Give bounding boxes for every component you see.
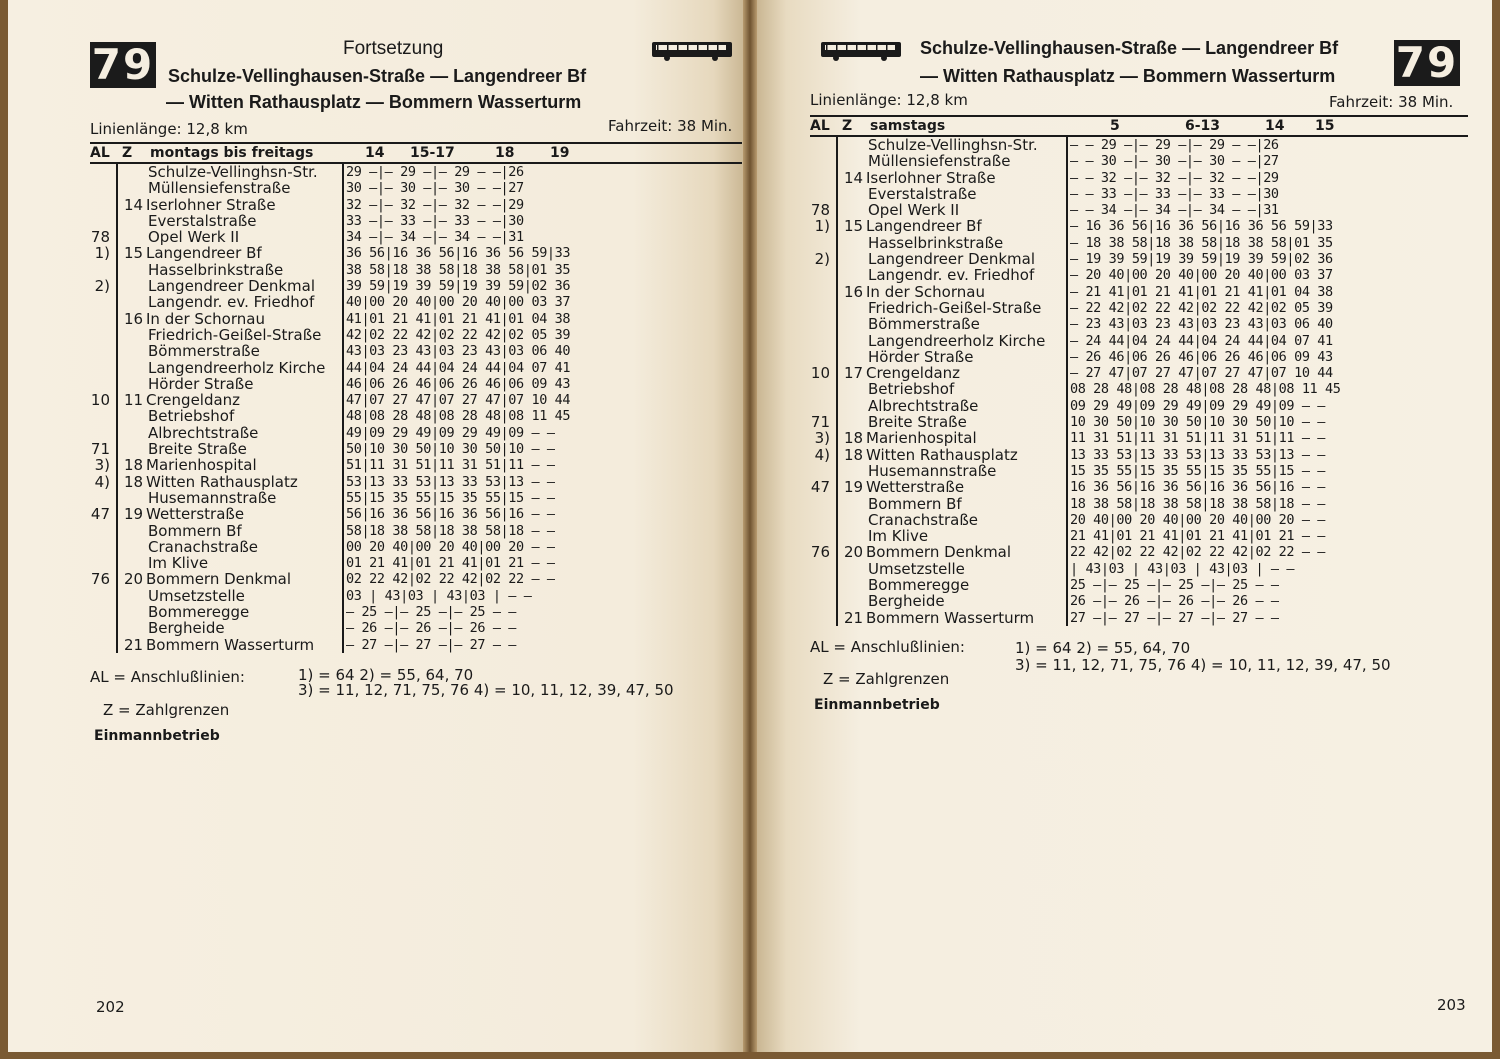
row-zone: 11 — [124, 391, 144, 410]
timetable-row — [90, 360, 742, 376]
row-stop-name: Hörder Straße — [148, 374, 254, 393]
row-stop-name: Everstalstraße — [148, 211, 257, 230]
row-times: 13 33 53|13 33 53|13 33 53|13 — — — [1070, 446, 1326, 463]
footnote-al: AL = Anschlußlinien: — [90, 668, 245, 686]
header-col-2: 15-17 — [410, 145, 455, 161]
row-times: 40|00 20 40|00 20 40|00 03 37 — [346, 294, 571, 311]
row-stop-name: Hörder Straße — [868, 347, 974, 366]
row-times: — — 29 —|— 29 —|— 29 — —|26 — [1070, 137, 1279, 153]
row-stop-name: Wetterstraße — [866, 478, 965, 497]
row-times: 11 31 51|11 31 51|11 31 51|11 — — — [1070, 430, 1326, 447]
footnote-z: Z = Zahlgrenzen — [823, 670, 950, 688]
row-stop-name: Bömmerstraße — [148, 342, 260, 361]
route-badge: 79 — [1395, 38, 1459, 87]
book-spread — [8, 0, 1492, 1059]
header-col-3: 18 — [495, 145, 515, 161]
row-times: 15 35 55|15 35 55|15 35 55|15 — — — [1070, 462, 1326, 479]
timetable-row — [90, 408, 742, 424]
row-stop-name: Langendreer Denkmal — [148, 277, 316, 296]
footnote-line1: 1) = 64 2) = 55, 64, 70 — [298, 666, 474, 684]
row-times: 08 28 48|08 28 48|08 28 48|08 11 45 — [1070, 381, 1341, 398]
row-al: 47 — [90, 505, 110, 524]
row-stop-name: Opel Werk II — [148, 228, 240, 247]
footnote-al: AL = Anschlußlinien: — [810, 638, 965, 656]
row-stop-name: Umsetzstelle — [148, 586, 245, 605]
row-al: 3) — [94, 456, 110, 475]
row-zone: 15 — [124, 244, 144, 263]
row-times: 44|04 24 44|04 24 44|04 07 41 — [346, 359, 571, 376]
row-stop-name: Cranachstraße — [868, 510, 979, 529]
footnote-line1: 1) = 64 2) = 55, 64, 70 — [1015, 639, 1191, 657]
row-zone: 18 — [124, 472, 144, 491]
timetable-row — [90, 604, 742, 620]
timetable-row — [90, 343, 742, 359]
row-stop-name: Husemannstraße — [868, 461, 997, 480]
row-stop-name: Im Klive — [148, 554, 209, 573]
row-stop-name: Albrechtstraße — [868, 396, 979, 415]
timetable-row — [90, 392, 742, 408]
row-stop-name: Langendreer Bf — [146, 244, 262, 263]
row-times: — — 33 —|— 33 —|— 33 — —|30 — [1070, 185, 1279, 202]
row-times: 21 41|01 21 41|01 21 41|01 21 — — — [1070, 528, 1326, 545]
row-times: 50|10 30 50|10 30 50|10 — — — [346, 441, 555, 458]
row-stop-name: Betriebshof — [868, 380, 955, 399]
route-title-line2: — Witten Rathausplatz — Bommern Wasserturm — [166, 92, 582, 112]
row-stop-name: Witten Rathausplatz — [146, 472, 298, 491]
row-times: 38 58|18 38 58|18 38 58|01 35 — [346, 261, 571, 278]
row-stop-name: Albrechtstraße — [148, 423, 259, 442]
row-al: 76 — [810, 543, 830, 562]
page-left — [8, 0, 743, 1052]
row-times: 30 —|— 30 —|— 30 — —|27 — [346, 180, 524, 197]
row-times: 43|03 23 43|03 23 43|03 06 40 — [346, 343, 571, 360]
timetable-row — [810, 414, 1468, 430]
timetable-header — [90, 144, 742, 164]
row-zone: 14 — [124, 195, 144, 214]
timetable-row — [90, 588, 742, 604]
row-stop-name: Friedrich-Geißel-Straße — [868, 298, 1042, 317]
timetable-row — [90, 457, 742, 473]
row-times: 36 56|16 36 56|16 36 56 59|33 — [346, 245, 571, 262]
timetable-rows — [810, 137, 1468, 626]
footnote-line2: 3) = 11, 12, 71, 75, 76 4) = 10, 11, 12, 39, 47, 50 — [298, 681, 674, 699]
row-times: 51|11 31 51|11 31 51|11 — — — [346, 457, 555, 474]
footnote-einmann: Einmannbetrieb — [814, 697, 940, 713]
timetable-header — [810, 117, 1468, 137]
row-times: — 26 —|— 26 —|— 26 — — — [346, 620, 517, 637]
row-times: 53|13 33 53|13 33 53|13 — — — [346, 473, 555, 490]
row-stop-name: Crengeldanz — [866, 364, 961, 383]
row-times: — 21 41|01 21 41|01 21 41|01 04 38 — [1070, 283, 1333, 300]
timetable-row — [90, 571, 742, 587]
row-al: 1) — [814, 217, 830, 236]
row-stop-name: Husemannstraße — [148, 488, 277, 507]
timetable-row — [90, 441, 742, 457]
timetable-row — [810, 430, 1468, 446]
row-zone: 19 — [844, 478, 864, 497]
row-zone: 21 — [124, 635, 144, 654]
timetable-saturday — [810, 115, 1468, 626]
row-stop-name: Langendreer Bf — [866, 217, 982, 236]
timetable-row — [810, 300, 1468, 316]
row-zone: 15 — [844, 217, 864, 236]
row-stop-name: Iserlohner Straße — [146, 195, 276, 214]
row-stop-name: Langendreerholz Kirche — [148, 358, 326, 377]
timetable-row — [90, 180, 742, 196]
row-al: 71 — [90, 440, 110, 459]
row-times: 27 —|— 27 —|— 27 —|— 27 — — — [1070, 609, 1279, 626]
timetable-rows — [90, 164, 742, 653]
row-zone: 16 — [124, 309, 144, 328]
row-stop-name: Bommern Wasserturm — [146, 635, 315, 654]
row-times: 48|08 28 48|08 28 48|08 11 45 — [346, 408, 571, 425]
book-gutter — [743, 0, 757, 1052]
row-stop-name: Hasselbrinkstraße — [148, 260, 284, 279]
row-al: 4) — [94, 472, 110, 491]
row-stop-name: Bommern Denkmal — [866, 543, 1012, 562]
row-times: — 16 36 56|16 36 56|16 36 56 59|33 — [1070, 218, 1333, 235]
row-stop-name: In der Schornau — [146, 309, 265, 328]
route-title-line1: Schulze-Vellinghausen-Straße — Langendreer Bf — [920, 38, 1339, 58]
route-title-line1: Schulze-Vellinghausen-Straße — Langendreer Bf — [168, 66, 587, 86]
row-times: — 24 44|04 24 44|04 24 44|04 07 41 — [1070, 332, 1333, 349]
row-stop-name: Umsetzstelle — [868, 559, 965, 578]
timetable-row — [90, 555, 742, 571]
row-stop-name: Langendreer Denkmal — [868, 250, 1036, 269]
timetable-row — [90, 229, 742, 245]
row-al: 4) — [814, 445, 830, 464]
row-stop-name: Bommern Denkmal — [146, 570, 292, 589]
timetable-row — [90, 539, 742, 555]
timetable-row — [90, 197, 742, 213]
row-al: 78 — [810, 201, 830, 220]
timetable-row — [90, 620, 742, 636]
row-stop-name: Bergheide — [148, 619, 225, 638]
row-times: 56|16 36 56|16 36 56|16 — — — [346, 506, 555, 523]
row-stop-name: Marienhospital — [146, 456, 257, 475]
row-zone: 18 — [844, 445, 864, 464]
row-al: 10 — [90, 391, 110, 410]
row-times: 46|06 26 46|06 26 46|06 09 43 — [346, 375, 571, 392]
timetable-row — [810, 496, 1468, 512]
row-stop-name: Bommern Bf — [148, 521, 242, 540]
row-stop-name: Bommern Wasserturm — [866, 608, 1035, 627]
timetable-row — [810, 284, 1468, 300]
row-times: 32 —|— 32 —|— 32 — —|29 — [346, 196, 524, 213]
timetable-row — [90, 425, 742, 441]
route-duration: Fahrzeit: 38 Min. — [1329, 93, 1454, 111]
route-length: Linienlänge: 12,8 km — [810, 91, 968, 109]
row-times: 42|02 22 42|02 22 42|02 05 39 — [346, 326, 571, 343]
timetable-row — [90, 311, 742, 327]
timetable-row — [810, 349, 1468, 365]
row-al: 47 — [810, 478, 830, 497]
timetable-row — [90, 262, 742, 278]
row-times: 25 —|— 25 —|— 25 —|— 25 — — — [1070, 577, 1279, 594]
header-col-1: 14 — [365, 145, 385, 161]
row-times: 33 —|— 33 —|— 33 — —|30 — [346, 212, 524, 229]
row-stop-name: Betriebshof — [148, 407, 235, 426]
row-al: 76 — [90, 570, 110, 589]
row-times: 09 29 49|09 29 49|09 29 49|09 — — — [1070, 397, 1326, 414]
row-stop-name: Schulze-Vellinghsn-Str. — [148, 163, 318, 181]
row-times: — 26 46|06 26 46|06 26 46|06 09 43 — [1070, 348, 1333, 365]
row-al: 2) — [814, 250, 830, 269]
row-times: 58|18 38 58|18 38 58|18 — — — [346, 522, 555, 539]
header-days: montags bis freitags — [150, 145, 314, 161]
timetable-row — [90, 213, 742, 229]
route-badge: 79 — [91, 40, 155, 89]
row-zone: 20 — [844, 543, 864, 562]
row-stop-name: Bömmerstraße — [868, 315, 980, 334]
row-stop-name: Bergheide — [868, 592, 945, 611]
row-times: — 22 42|02 22 42|02 22 42|02 05 39 — [1070, 299, 1333, 316]
header-z: Z — [842, 118, 853, 134]
timetable-row — [810, 561, 1468, 577]
timetable-row — [810, 577, 1468, 593]
row-times: 18 38 58|18 38 58|18 38 58|18 — — — [1070, 495, 1326, 512]
timetable-row — [810, 528, 1468, 544]
timetable-row — [810, 235, 1468, 251]
timetable-row — [90, 523, 742, 539]
row-stop-name: Breite Straße — [148, 440, 247, 459]
row-stop-name: Schulze-Vellinghsn-Str. — [868, 136, 1038, 154]
timetable-row — [810, 170, 1468, 186]
timetable-row — [90, 278, 742, 294]
row-al: 1) — [94, 244, 110, 263]
row-times: 22 42|02 22 42|02 22 42|02 22 — — — [1070, 544, 1326, 561]
row-stop-name: Breite Straße — [868, 413, 967, 432]
row-zone: 14 — [844, 168, 864, 187]
row-stop-name: Langendreerholz Kirche — [868, 331, 1046, 350]
row-stop-name: Bommeregge — [868, 576, 970, 595]
footnote-z: Z = Zahlgrenzen — [103, 701, 230, 719]
row-times: 02 22 42|02 22 42|02 22 — — — [346, 571, 555, 588]
row-al: 10 — [810, 364, 830, 383]
row-times: — 27 —|— 27 —|— 27 — — — [346, 636, 517, 653]
row-stop-name: Hasselbrinkstraße — [868, 233, 1004, 252]
row-times: 29 —|— 29 —|— 29 — —|26 — [346, 164, 524, 180]
row-times: 49|09 29 49|09 29 49|09 — — — [346, 424, 555, 441]
row-stop-name: Marienhospital — [866, 429, 977, 448]
row-times: — 25 —|— 25 —|— 25 — — — [346, 604, 517, 621]
header-col-2: 6-13 — [1185, 118, 1221, 134]
timetable-row — [810, 381, 1468, 397]
row-times: 34 —|— 34 —|— 34 — —|31 — [346, 229, 524, 246]
timetable-row — [810, 186, 1468, 202]
page-number: 202 — [96, 998, 125, 1016]
row-stop-name: Müllensiefenstraße — [868, 152, 1011, 171]
timetable-row — [810, 218, 1468, 234]
row-zone: 18 — [124, 456, 144, 475]
timetable-row — [90, 474, 742, 490]
timetable-row — [90, 294, 742, 310]
row-times: 26 —|— 26 —|— 26 —|— 26 — — — [1070, 593, 1279, 610]
timetable-weekdays — [90, 142, 742, 653]
row-stop-name: Bommeregge — [148, 603, 250, 622]
row-stop-name: Crengeldanz — [146, 391, 241, 410]
row-zone: 18 — [844, 429, 864, 448]
timetable-row — [810, 153, 1468, 169]
row-times: 55|15 35 55|15 35 55|15 — — — [346, 489, 555, 506]
timetable-row — [90, 245, 742, 261]
row-times: 01 21 41|01 21 41|01 21 — — — [346, 555, 555, 572]
header-al: AL — [90, 145, 110, 161]
timetable-row — [810, 398, 1468, 414]
row-al: 3) — [814, 429, 830, 448]
timetable-row — [810, 463, 1468, 479]
row-times: 41|01 21 41|01 21 41|01 04 38 — [346, 310, 571, 327]
row-al: 2) — [94, 277, 110, 296]
row-times: — 27 47|07 27 47|07 27 47|07 10 44 — [1070, 365, 1333, 382]
row-stop-name: Cranachstraße — [148, 537, 259, 556]
row-stop-name: Iserlohner Straße — [866, 168, 996, 187]
header-z: Z — [122, 145, 133, 161]
header-al: AL — [810, 118, 830, 134]
row-stop-name: Müllensiefenstraße — [148, 179, 291, 198]
page-right — [757, 0, 1492, 1052]
timetable-row — [810, 137, 1468, 153]
timetable-row — [810, 316, 1468, 332]
header-col-1: 5 — [1110, 118, 1120, 134]
timetable-row — [810, 447, 1468, 463]
row-times: — — 32 —|— 32 —|— 32 — —|29 — [1070, 169, 1279, 186]
row-al: 78 — [90, 228, 110, 247]
row-times: 03 | 43|03 | 43|03 | — — — [346, 587, 532, 604]
row-times: 00 20 40|00 20 40|00 20 — — — [346, 538, 555, 555]
row-zone: 19 — [124, 505, 144, 524]
header-col-4: 19 — [550, 145, 570, 161]
row-zone: 21 — [844, 608, 864, 627]
row-times: — 19 39 59|19 39 59|19 39 59|02 36 — [1070, 251, 1333, 268]
timetable-row — [810, 333, 1468, 349]
bus-icon — [820, 40, 902, 62]
timetable-row — [90, 376, 742, 392]
row-al: 71 — [810, 413, 830, 432]
timetable-row — [810, 267, 1468, 283]
row-times: | 43|03 | 43|03 | 43|03 | — — — [1070, 560, 1295, 577]
row-times: — 23 43|03 23 43|03 23 43|03 06 40 — [1070, 316, 1333, 333]
continuation-label: Fortsetzung — [343, 38, 444, 59]
row-zone: 17 — [844, 364, 864, 383]
bus-icon — [651, 40, 733, 62]
row-times: 16 36 56|16 36 56|16 36 56|16 — — — [1070, 479, 1326, 496]
route-duration: Fahrzeit: 38 Min. — [608, 117, 733, 135]
row-times: 10 30 50|10 30 50|10 30 50|10 — — — [1070, 414, 1326, 431]
route-title-line2: — Witten Rathausplatz — Bommern Wasserturm — [920, 66, 1336, 86]
timetable-row — [90, 506, 742, 522]
route-length: Linienlänge: 12,8 km — [90, 120, 248, 138]
row-zone: 20 — [124, 570, 144, 589]
header-days: samstags — [870, 118, 946, 134]
row-stop-name: Wetterstraße — [146, 505, 245, 524]
row-stop-name: Everstalstraße — [868, 184, 977, 203]
row-times: — 20 40|00 20 40|00 20 40|00 03 37 — [1070, 267, 1333, 284]
row-stop-name: Friedrich-Geißel-Straße — [148, 325, 322, 344]
row-stop-name: Langendr. ev. Friedhof — [868, 266, 1035, 285]
timetable-row — [810, 544, 1468, 560]
page-number: 203 — [1437, 996, 1466, 1014]
timetable-row — [810, 251, 1468, 267]
row-times: 20 40|00 20 40|00 20 40|00 20 — — — [1070, 511, 1326, 528]
row-stop-name: Im Klive — [868, 527, 929, 546]
timetable-row — [810, 479, 1468, 495]
row-times: 47|07 27 47|07 27 47|07 10 44 — [346, 392, 571, 409]
footnote-line2: 3) = 11, 12, 71, 75, 76 4) = 10, 11, 12, 39, 47, 50 — [1015, 656, 1391, 674]
header-col-3: 14 — [1265, 118, 1285, 134]
header-col-4: 15 — [1315, 118, 1335, 134]
timetable-row — [90, 490, 742, 506]
row-stop-name: Langendr. ev. Friedhof — [148, 293, 315, 312]
row-times: 39 59|19 39 59|19 39 59|02 36 — [346, 278, 571, 295]
timetable-row — [90, 327, 742, 343]
timetable-row — [810, 610, 1468, 626]
row-stop-name: In der Schornau — [866, 282, 985, 301]
footnote-einmann: Einmannbetrieb — [94, 728, 220, 744]
row-times: — 18 38 58|18 38 58|18 38 58|01 35 — [1070, 234, 1333, 251]
timetable-row — [810, 202, 1468, 218]
row-times: — — 34 —|— 34 —|— 34 — —|31 — [1070, 202, 1279, 219]
timetable-row — [810, 593, 1468, 609]
timetable-row — [810, 512, 1468, 528]
timetable-row — [810, 365, 1468, 381]
timetable-row — [90, 637, 742, 653]
row-stop-name: Witten Rathausplatz — [866, 445, 1018, 464]
row-zone: 16 — [844, 282, 864, 301]
row-stop-name: Opel Werk II — [868, 201, 960, 220]
row-times: — — 30 —|— 30 —|— 30 — —|27 — [1070, 153, 1279, 170]
timetable-row — [90, 164, 742, 180]
row-stop-name: Bommern Bf — [868, 494, 962, 513]
